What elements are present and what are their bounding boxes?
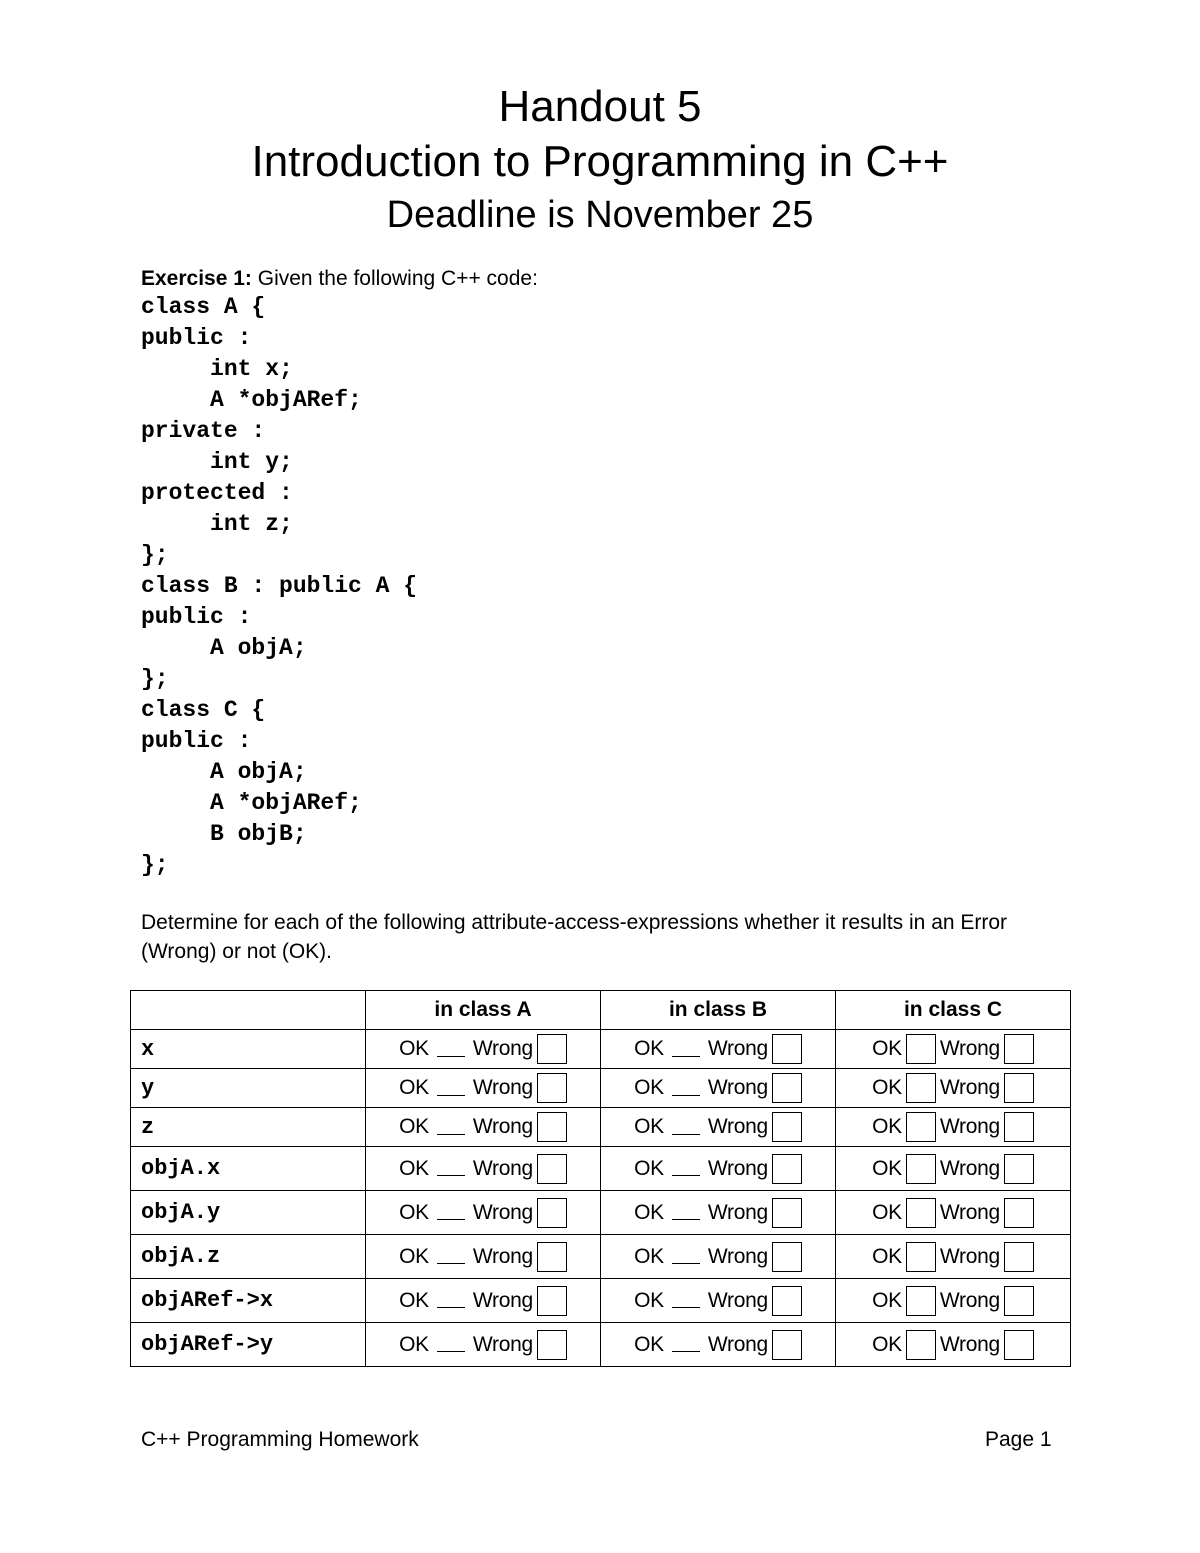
answer-cell-class-a (366, 1030, 601, 1069)
wrong-label: Wrong (472, 1244, 533, 1268)
answer-options (601, 1034, 835, 1064)
wrong-label: Wrong (472, 1156, 533, 1180)
answer-options (836, 1034, 1070, 1064)
table-row (131, 1108, 1071, 1147)
wrong-label: Wrong (472, 1288, 533, 1312)
answer-cell-class-b (601, 1279, 836, 1323)
ok-label: OK (872, 1156, 902, 1180)
wrong-checkbox[interactable] (1004, 1330, 1034, 1360)
wrong-checkbox[interactable] (1004, 1154, 1034, 1184)
deadline-text: Deadline is November 25 (386, 194, 814, 236)
expression-cell: z (131, 1108, 366, 1147)
wrong-label: Wrong (707, 1076, 768, 1099)
ok-checkbox[interactable] (672, 1293, 700, 1308)
answer-cell-class-a (366, 1108, 601, 1147)
wrong-label: Wrong (472, 1037, 533, 1060)
wrong-label: Wrong (939, 1200, 1000, 1224)
expression-cell: objA.x (131, 1147, 366, 1191)
ok-checkbox[interactable] (906, 1154, 936, 1184)
table-row (131, 1030, 1071, 1069)
ok-label: OK (399, 1037, 429, 1060)
answer-cell-class-a (366, 1191, 601, 1235)
answer-options (601, 1286, 835, 1316)
answer-options (836, 1198, 1070, 1228)
ok-label: OK (399, 1244, 429, 1268)
answer-cell-class-b (601, 1108, 836, 1147)
answer-options (601, 1242, 835, 1272)
wrong-label: Wrong (939, 1244, 1000, 1268)
wrong-label: Wrong (939, 1076, 1000, 1099)
wrong-checkbox[interactable] (537, 1286, 567, 1316)
wrong-checkbox[interactable] (537, 1154, 567, 1184)
answer-options (836, 1154, 1070, 1184)
ok-label: OK (399, 1076, 429, 1099)
answer-options (836, 1112, 1070, 1142)
expression-cell: objARef->y (131, 1323, 366, 1367)
ok-checkbox[interactable] (672, 1337, 700, 1352)
wrong-checkbox[interactable] (772, 1242, 802, 1272)
ok-label: OK (634, 1115, 664, 1138)
ok-checkbox[interactable] (906, 1242, 936, 1272)
answer-options (366, 1073, 600, 1103)
ok-checkbox[interactable] (437, 1042, 465, 1057)
answer-options (836, 1286, 1070, 1316)
answer-cell-class-c (836, 1030, 1071, 1069)
wrong-checkbox[interactable] (1004, 1112, 1034, 1142)
ok-label: OK (872, 1200, 902, 1224)
wrong-label: Wrong (707, 1115, 768, 1138)
answer-cell-class-c (836, 1147, 1071, 1191)
answer-options (366, 1286, 600, 1316)
ok-label: OK (399, 1115, 429, 1138)
title-block (0, 78, 1200, 242)
wrong-label: Wrong (707, 1156, 768, 1180)
header-class-b: in class B (601, 991, 836, 1030)
answer-cell-class-c (836, 1323, 1071, 1367)
answer-options (601, 1198, 835, 1228)
table-row (131, 1147, 1071, 1191)
answer-options (366, 1198, 600, 1228)
answer-cell-class-a (366, 1069, 601, 1108)
ok-label: OK (634, 1244, 664, 1268)
answer-cell-class-b (601, 1069, 836, 1108)
answer-options (836, 1242, 1070, 1272)
header-class-a: in class A (366, 991, 601, 1030)
table-row (131, 1279, 1071, 1323)
ok-checkbox[interactable] (437, 1205, 465, 1220)
table-row (131, 1069, 1071, 1108)
ok-label: OK (872, 1076, 902, 1099)
wrong-label: Wrong (939, 1332, 1000, 1356)
wrong-checkbox[interactable] (1004, 1073, 1034, 1103)
ok-label: OK (872, 1115, 902, 1138)
answer-options (836, 1073, 1070, 1103)
answer-cell-class-b (601, 1235, 836, 1279)
answer-table (130, 990, 1071, 1367)
instructions-text: Determine for each of the following attribute-access-expressions whether it results in an Error (Wrong) or not (OK). (141, 911, 1008, 963)
ok-checkbox[interactable] (437, 1161, 465, 1176)
ok-label: OK (872, 1037, 902, 1060)
wrong-label: Wrong (939, 1288, 1000, 1312)
answer-options (366, 1034, 600, 1064)
answer-options (366, 1242, 600, 1272)
answer-cell-class-b (601, 1030, 836, 1069)
ok-label: OK (399, 1332, 429, 1356)
wrong-checkbox[interactable] (1004, 1286, 1034, 1316)
wrong-checkbox[interactable] (537, 1198, 567, 1228)
table-row (131, 1323, 1071, 1367)
ok-checkbox[interactable] (437, 1120, 465, 1135)
ok-checkbox[interactable] (906, 1112, 936, 1142)
table-header-row (131, 991, 1071, 1030)
wrong-label: Wrong (939, 1037, 1000, 1060)
table-row (131, 1235, 1071, 1279)
answer-cell-class-b (601, 1147, 836, 1191)
answer-options (366, 1154, 600, 1184)
answer-options (366, 1112, 600, 1142)
wrong-checkbox[interactable] (772, 1286, 802, 1316)
wrong-label: Wrong (707, 1037, 768, 1060)
wrong-checkbox[interactable] (772, 1154, 802, 1184)
wrong-label: Wrong (939, 1115, 1000, 1138)
answer-cell-class-c (836, 1108, 1071, 1147)
wrong-label: Wrong (707, 1288, 768, 1312)
header-class-c: in class C (836, 991, 1071, 1030)
ok-label: OK (872, 1332, 902, 1356)
ok-label: OK (634, 1076, 664, 1099)
wrong-checkbox[interactable] (537, 1034, 567, 1064)
expression-cell: objA.y (131, 1191, 366, 1235)
ok-label: OK (634, 1200, 664, 1224)
ok-checkbox[interactable] (437, 1249, 465, 1264)
ok-label: OK (634, 1156, 664, 1180)
wrong-label: Wrong (472, 1332, 533, 1356)
wrong-label: Wrong (707, 1244, 768, 1268)
table-row (131, 1191, 1071, 1235)
ok-label: OK (634, 1332, 664, 1356)
ok-checkbox[interactable] (437, 1081, 465, 1096)
code-block: class A { public : int x; A *objARef; private : int y; protected : int z; }; class B : public A { public : A objA; }; class C { public : A objA; A *objARef; B objB; }; (141, 294, 418, 878)
wrong-label: Wrong (472, 1115, 533, 1138)
ok-checkbox[interactable] (437, 1337, 465, 1352)
exercise-prompt: Given the following C++ code: (251, 267, 538, 290)
wrong-label: Wrong (472, 1076, 533, 1099)
footer-course: C++ Programming Homework (141, 1428, 419, 1451)
ok-checkbox[interactable] (672, 1120, 700, 1135)
answer-cell-class-c (836, 1235, 1071, 1279)
expression-cell: objARef->x (131, 1279, 366, 1323)
answer-options (836, 1330, 1070, 1360)
expression-cell: x (131, 1030, 366, 1069)
ok-checkbox[interactable] (672, 1249, 700, 1264)
answer-options (601, 1330, 835, 1360)
footer-page-number: Page 1 (985, 1428, 1052, 1451)
course-title: Introduction to Programming in C++ (251, 137, 949, 186)
wrong-checkbox[interactable] (1004, 1034, 1034, 1064)
ok-checkbox[interactable] (437, 1293, 465, 1308)
expression-cell: y (131, 1069, 366, 1108)
answer-options (601, 1073, 835, 1103)
ok-checkbox[interactable] (906, 1330, 936, 1360)
wrong-checkbox[interactable] (537, 1073, 567, 1103)
wrong-label: Wrong (707, 1332, 768, 1356)
ok-label: OK (634, 1037, 664, 1060)
ok-checkbox[interactable] (906, 1286, 936, 1316)
wrong-checkbox[interactable] (1004, 1242, 1034, 1272)
wrong-checkbox[interactable] (772, 1073, 802, 1103)
wrong-checkbox[interactable] (772, 1198, 802, 1228)
ok-checkbox[interactable] (672, 1042, 700, 1057)
wrong-label: Wrong (939, 1156, 1000, 1180)
exercise-heading (141, 265, 538, 293)
wrong-checkbox[interactable] (537, 1330, 567, 1360)
answer-cell-class-a (366, 1279, 601, 1323)
ok-label: OK (634, 1288, 664, 1312)
answer-cell-class-c (836, 1279, 1071, 1323)
answer-cell-class-c (836, 1069, 1071, 1108)
answer-options (601, 1112, 835, 1142)
ok-label: OK (399, 1288, 429, 1312)
wrong-checkbox[interactable] (537, 1242, 567, 1272)
ok-checkbox[interactable] (672, 1081, 700, 1096)
wrong-checkbox[interactable] (537, 1112, 567, 1142)
expression-cell: objA.z (131, 1235, 366, 1279)
answer-cell-class-c (836, 1191, 1071, 1235)
ok-label: OK (399, 1156, 429, 1180)
ok-label: OK (872, 1288, 902, 1312)
answer-cell-class-a (366, 1323, 601, 1367)
ok-label: OK (399, 1200, 429, 1224)
header-empty (131, 991, 366, 1030)
wrong-checkbox[interactable] (772, 1330, 802, 1360)
answer-options (366, 1330, 600, 1360)
answer-options (601, 1154, 835, 1184)
ok-checkbox[interactable] (672, 1205, 700, 1220)
ok-checkbox[interactable] (906, 1034, 936, 1064)
ok-label: OK (872, 1244, 902, 1268)
answer-cell-class-b (601, 1323, 836, 1367)
handout-title: Handout 5 (498, 82, 702, 131)
answer-cell-class-b (601, 1191, 836, 1235)
exercise-label: Exercise 1: (141, 267, 252, 290)
ok-checkbox[interactable] (906, 1073, 936, 1103)
wrong-checkbox[interactable] (772, 1112, 802, 1142)
wrong-checkbox[interactable] (1004, 1198, 1034, 1228)
ok-checkbox[interactable] (906, 1198, 936, 1228)
wrong-checkbox[interactable] (772, 1034, 802, 1064)
wrong-label: Wrong (707, 1200, 768, 1224)
answer-cell-class-a (366, 1147, 601, 1191)
ok-checkbox[interactable] (672, 1161, 700, 1176)
wrong-label: Wrong (472, 1200, 533, 1224)
answer-cell-class-a (366, 1235, 601, 1279)
